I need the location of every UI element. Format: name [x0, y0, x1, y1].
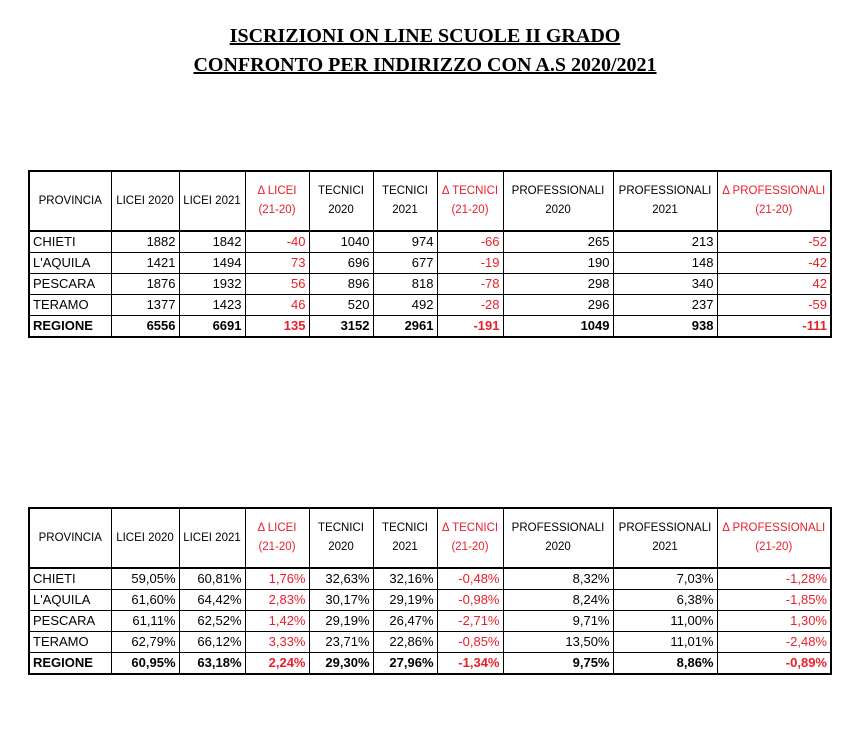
column-header-label: PROVINCIA [38, 531, 102, 544]
table-row [29, 231, 831, 253]
column-header [111, 171, 179, 231]
value-cell: 1882 [111, 231, 179, 253]
value-cell: 8,32% [503, 568, 613, 590]
value-cell: 1421 [111, 253, 179, 274]
value-cell: -0,85% [437, 632, 503, 653]
column-header [29, 171, 111, 231]
value-cell: 296 [503, 295, 613, 316]
enrollment-counts-table [28, 170, 832, 338]
column-header-label: LICEI 2020 [116, 531, 174, 544]
value-cell: -52 [717, 231, 831, 253]
value-cell: 1932 [179, 274, 245, 295]
province-cell: PESCARA [29, 274, 111, 295]
value-cell: -78 [437, 274, 503, 295]
value-cell: 13,50% [503, 632, 613, 653]
column-header-label: PROFESSIONALI [618, 522, 712, 534]
value-cell: 3,33% [245, 632, 309, 653]
column-header [111, 508, 179, 568]
column-header [245, 171, 309, 231]
value-cell: -1,28% [717, 568, 831, 590]
value-cell: 32,16% [373, 568, 437, 590]
table-row [29, 632, 831, 653]
value-cell: 73 [245, 253, 309, 274]
value-cell: 26,47% [373, 611, 437, 632]
value-cell: 3152 [309, 316, 373, 338]
column-header [503, 171, 613, 231]
column-header-sublabel: 2021 [652, 204, 678, 216]
value-cell: -0,98% [437, 590, 503, 611]
value-cell: 492 [373, 295, 437, 316]
column-header-sublabel: 2021 [652, 541, 678, 553]
value-cell: 64,42% [179, 590, 245, 611]
value-cell: 265 [503, 231, 613, 253]
value-cell: -0,89% [717, 653, 831, 675]
enrollment-percent-table [28, 507, 832, 675]
table-row [29, 295, 831, 316]
value-cell: 9,71% [503, 611, 613, 632]
value-cell: 1494 [179, 253, 245, 274]
column-header-label: LICEI 2021 [183, 531, 241, 544]
column-header-sublabel: 2020 [545, 541, 571, 553]
value-cell: 27,96% [373, 653, 437, 675]
column-header-label: PROFESSIONALI [511, 522, 605, 534]
column-header-label: Δ TECNICI [441, 185, 499, 197]
value-cell: -1,85% [717, 590, 831, 611]
value-cell: 60,81% [179, 568, 245, 590]
value-cell: 1876 [111, 274, 179, 295]
column-header-label: Δ PROFESSIONALI [722, 185, 826, 197]
value-cell: 7,03% [613, 568, 717, 590]
value-cell: 30,17% [309, 590, 373, 611]
table-row [29, 611, 831, 632]
document-title [0, 22, 850, 80]
column-header [503, 508, 613, 568]
title-line-1: ISCRIZIONI ON LINE SCUOLE II GRADO [229, 25, 621, 47]
value-cell: 2,83% [245, 590, 309, 611]
column-header-label: Δ PROFESSIONALI [722, 522, 826, 534]
column-header-sublabel: (21-20) [258, 541, 296, 553]
value-cell: 61,60% [111, 590, 179, 611]
value-cell: 1842 [179, 231, 245, 253]
value-cell: -1,34% [437, 653, 503, 675]
value-cell: 61,11% [111, 611, 179, 632]
value-cell: -111 [717, 316, 831, 338]
value-cell: 32,63% [309, 568, 373, 590]
value-cell: 8,86% [613, 653, 717, 675]
column-header-sublabel: 2020 [328, 204, 354, 216]
column-header-sublabel: 2020 [328, 541, 354, 553]
value-cell: 896 [309, 274, 373, 295]
title-line-2: CONFRONTO PER INDIRIZZO CON A.S 2020/2021 [193, 54, 657, 76]
column-header-label: Δ LICEI [257, 522, 297, 534]
province-cell: L'AQUILA [29, 590, 111, 611]
column-header-label: Δ LICEI [257, 185, 297, 197]
value-cell: -191 [437, 316, 503, 338]
value-cell: -2,48% [717, 632, 831, 653]
value-cell: 6691 [179, 316, 245, 338]
value-cell: 29,19% [373, 590, 437, 611]
column-header-sublabel: 2020 [545, 204, 571, 216]
column-header [437, 508, 503, 568]
column-header [309, 508, 373, 568]
value-cell: 213 [613, 231, 717, 253]
column-header-label: LICEI 2020 [116, 194, 174, 207]
table-row [29, 568, 831, 590]
value-cell: 29,19% [309, 611, 373, 632]
column-header-label: PROVINCIA [38, 194, 102, 207]
value-cell: 1040 [309, 231, 373, 253]
value-cell: 938 [613, 316, 717, 338]
column-header-label: LICEI 2021 [183, 194, 241, 207]
value-cell: 148 [613, 253, 717, 274]
value-cell: 190 [503, 253, 613, 274]
value-cell: -28 [437, 295, 503, 316]
value-cell: 6,38% [613, 590, 717, 611]
value-cell: -19 [437, 253, 503, 274]
value-cell: 520 [309, 295, 373, 316]
column-header-sublabel: (21-20) [451, 204, 489, 216]
column-header-sublabel: 2021 [392, 204, 418, 216]
value-cell: 1049 [503, 316, 613, 338]
value-cell: -59 [717, 295, 831, 316]
value-cell: 6556 [111, 316, 179, 338]
column-header [717, 508, 831, 568]
province-cell: CHIETI [29, 568, 111, 590]
column-header-label: TECNICI [318, 522, 364, 534]
value-cell: 9,75% [503, 653, 613, 675]
column-header [373, 171, 437, 231]
column-header-label: Δ TECNICI [441, 522, 499, 534]
value-cell: 42 [717, 274, 831, 295]
column-header [717, 171, 831, 231]
column-header [613, 171, 717, 231]
value-cell: 11,01% [613, 632, 717, 653]
value-cell: 2,24% [245, 653, 309, 675]
table-row [29, 653, 831, 675]
value-cell: 237 [613, 295, 717, 316]
value-cell: 340 [613, 274, 717, 295]
column-header-label: PROFESSIONALI [511, 185, 605, 197]
column-header [29, 508, 111, 568]
value-cell: -0,48% [437, 568, 503, 590]
value-cell: 56 [245, 274, 309, 295]
column-header-sublabel: (21-20) [755, 204, 793, 216]
column-header-label: TECNICI [382, 522, 428, 534]
table-header-row [29, 508, 831, 568]
table-row [29, 590, 831, 611]
value-cell: 818 [373, 274, 437, 295]
column-header [437, 171, 503, 231]
column-header-sublabel: (21-20) [755, 541, 793, 553]
value-cell: 2961 [373, 316, 437, 338]
table-row [29, 274, 831, 295]
value-cell: 22,86% [373, 632, 437, 653]
column-header-sublabel: (21-20) [451, 541, 489, 553]
province-cell: REGIONE [29, 316, 111, 338]
value-cell: 677 [373, 253, 437, 274]
province-cell: TERAMO [29, 295, 111, 316]
column-header [245, 508, 309, 568]
value-cell: 63,18% [179, 653, 245, 675]
value-cell: 46 [245, 295, 309, 316]
value-cell: -40 [245, 231, 309, 253]
value-cell: 696 [309, 253, 373, 274]
value-cell: 23,71% [309, 632, 373, 653]
value-cell: 298 [503, 274, 613, 295]
column-header-label: TECNICI [382, 185, 428, 197]
value-cell: 59,05% [111, 568, 179, 590]
value-cell: 1377 [111, 295, 179, 316]
column-header [373, 508, 437, 568]
table-header-row [29, 171, 831, 231]
column-header-label: PROFESSIONALI [618, 185, 712, 197]
province-cell: CHIETI [29, 231, 111, 253]
province-cell: L'AQUILA [29, 253, 111, 274]
value-cell: 66,12% [179, 632, 245, 653]
value-cell: 1,76% [245, 568, 309, 590]
column-header [613, 508, 717, 568]
value-cell: 1,30% [717, 611, 831, 632]
value-cell: -66 [437, 231, 503, 253]
table-row [29, 316, 831, 338]
province-cell: PESCARA [29, 611, 111, 632]
column-header [179, 171, 245, 231]
value-cell: -42 [717, 253, 831, 274]
column-header [179, 508, 245, 568]
table-row [29, 253, 831, 274]
value-cell: 62,79% [111, 632, 179, 653]
value-cell: 1,42% [245, 611, 309, 632]
column-header-label: TECNICI [318, 185, 364, 197]
value-cell: 11,00% [613, 611, 717, 632]
value-cell: -2,71% [437, 611, 503, 632]
value-cell: 29,30% [309, 653, 373, 675]
value-cell: 62,52% [179, 611, 245, 632]
column-header [309, 171, 373, 231]
column-header-sublabel: 2021 [392, 541, 418, 553]
value-cell: 135 [245, 316, 309, 338]
value-cell: 8,24% [503, 590, 613, 611]
value-cell: 60,95% [111, 653, 179, 675]
value-cell: 1423 [179, 295, 245, 316]
province-cell: TERAMO [29, 632, 111, 653]
column-header-sublabel: (21-20) [258, 204, 296, 216]
value-cell: 974 [373, 231, 437, 253]
province-cell: REGIONE [29, 653, 111, 675]
